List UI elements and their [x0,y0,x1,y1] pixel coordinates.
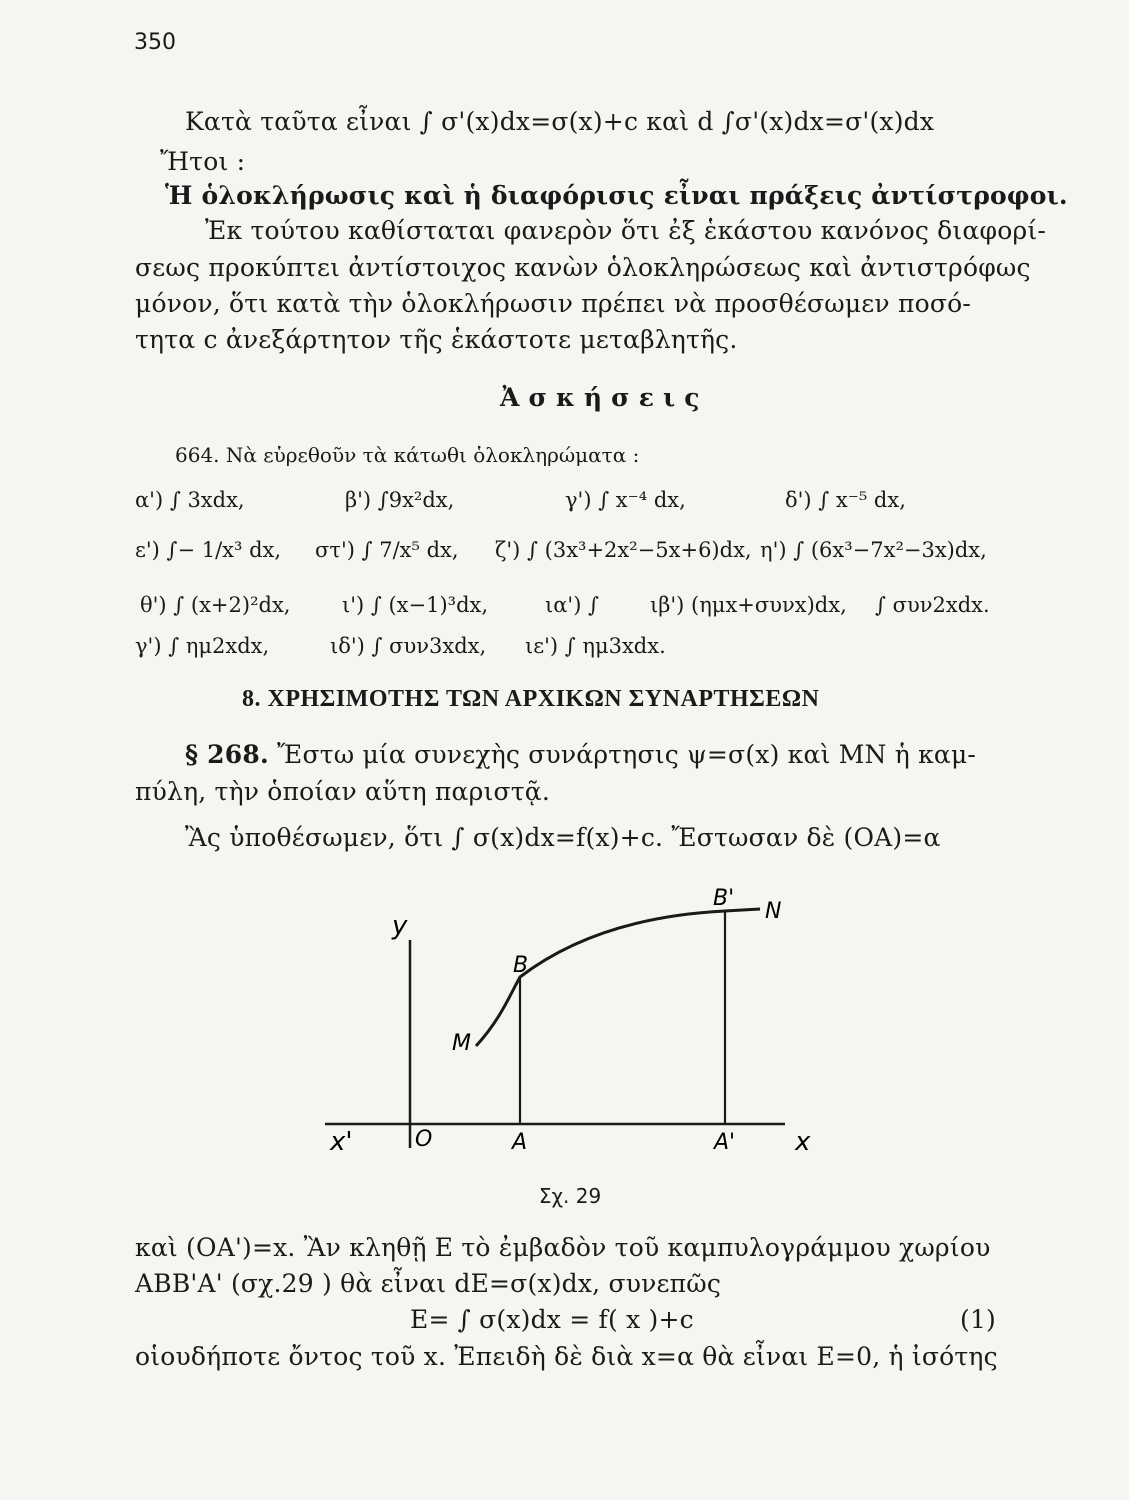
closing-last-line: οἱουδήποτε ὄντος τοῦ x. Ἐπειδὴ δὲ διὰ x=α θὰ εἶναι E=0, ἡ ἰσότης [135,1342,998,1371]
exercise-item: στ') ∫ 7/x⁵ dx, [315,538,459,562]
label-n: N [765,899,782,924]
exercise-item: γ') ∫ x⁻⁴ dx, [565,488,686,512]
exercise-item: δ') ∫ x⁻⁵ dx, [785,488,906,512]
label-a: A [512,1130,528,1155]
exercise-prompt: 664. Νὰ εὑρεθοῦν τὰ κάτωθι ὁλοκληρώματα : [175,443,640,467]
exercise-item: α') ∫ 3xdx, [135,488,245,512]
intro-para-line-4: τητα c ἀνεξάρτητον τῆς ἑκάστοτε μεταβλητῆς. [135,325,738,354]
theorem-statement: Ἡ ὁλοκλήρωσις καὶ ἡ διαφόρισις εἶναι πράξεις ἀντίστροφοι. [165,181,1068,210]
closing-line-1: καὶ (ΟΑ')=x. Ἂν κληθῇ Ε τὸ ἐμβαδὸν τοῦ καμπυλογράμμου χωρίου [135,1233,991,1262]
figure-caption: Σχ. 29 [538,1184,602,1208]
section-heading: 8. ΧΡΗΣΙΜΟΤΗΣ ΤΩΝ ΑΡΧΙΚΩΝ ΣΥΝΑΡΤΗΣΕΩΝ [242,686,820,712]
label-m: M [452,1031,471,1056]
label-x: x [795,1127,811,1157]
section-mark: § 268. [185,740,269,769]
label-o: O [415,1127,433,1152]
exercise-item: η') ∫ (6x³−7x²−3x)dx, [760,538,987,562]
section-para-line-2: πύλη, τὴν ὁποίαν αὕτη παριστᾷ. [135,777,551,806]
page-number: 350 [134,30,176,55]
equation-number: (1) [960,1305,997,1334]
intro-line-1: Κατὰ ταῦτα εἶναι ∫ σ'(x)dx=σ(x)+c καὶ d ∫σ'(x)dx=σ'(x)dx [185,107,935,136]
closing-line-2: ΑΒΒ'Α' (σχ.29 ) θὰ εἶναι dE=σ(x)dx, συνεπῶς [135,1269,722,1298]
exercise-item: ιε') ∫ ημ3xdx. [525,634,666,658]
exercise-item: ιδ') ∫ συν3xdx, [330,634,487,658]
label-x-prime: x' [330,1127,353,1157]
label-b: B [513,953,529,978]
exercise-item: ∫ συν2xdx. [875,593,990,617]
intro-line-2: Ἤτοι : [160,147,246,176]
exercise-item: ι') ∫ (x−1)³dx, [342,593,489,617]
intro-para-line-1: Ἐκ τούτου καθίσταται φανερὸν ὅτι ἐξ ἑκάστου κανόνος διαφορί- [205,216,1047,245]
equation-1: E= ∫ σ(x)dx = f( x )+c [410,1305,694,1334]
exercise-item: β') ∫9x²dx, [345,488,455,512]
exercise-item: ζ') ∫ (3x³+2x²−5x+6)dx, [495,538,752,562]
section-para-line-3: Ἂς ὑποθέσωμεν, ὅτι ∫ σ(x)dx=f(x)+c. Ἔστωσαν δὲ (ΟΑ)=α [185,823,941,852]
exercises-title: Ἀ σ κ ή σ ε ι ς [500,383,700,412]
exercise-item: ια') ∫ [545,593,599,617]
label-b-prime: B' [713,886,735,911]
label-a-prime: A' [714,1130,736,1155]
exercise-item: ε') ∫− 1/x³ dx, [135,538,282,562]
intro-para-line-3: μόνον, ὅτι κατὰ τὴν ὁλοκλήρωσιν πρέπει νὰ προσθέσωμεν ποσό- [135,289,972,318]
exercise-item: ιβ') (ημx+συνx)dx, [650,593,847,617]
exercise-item: θ') ∫ (x+2)²dx, [140,593,291,617]
label-y: y [392,911,408,941]
exercise-item: γ') ∫ ημ2xdx, [135,634,270,658]
section-text: Ἔστω μία συνεχὴς συνάρτησις ψ=σ(x) καὶ ΜΝ ἡ καμ- [277,740,977,769]
intro-para-line-2: σεως προκύπτει ἀντίστοιχος κανὼν ὁλοκληρώσεως καὶ ἀντιστρόφως [135,253,1031,282]
